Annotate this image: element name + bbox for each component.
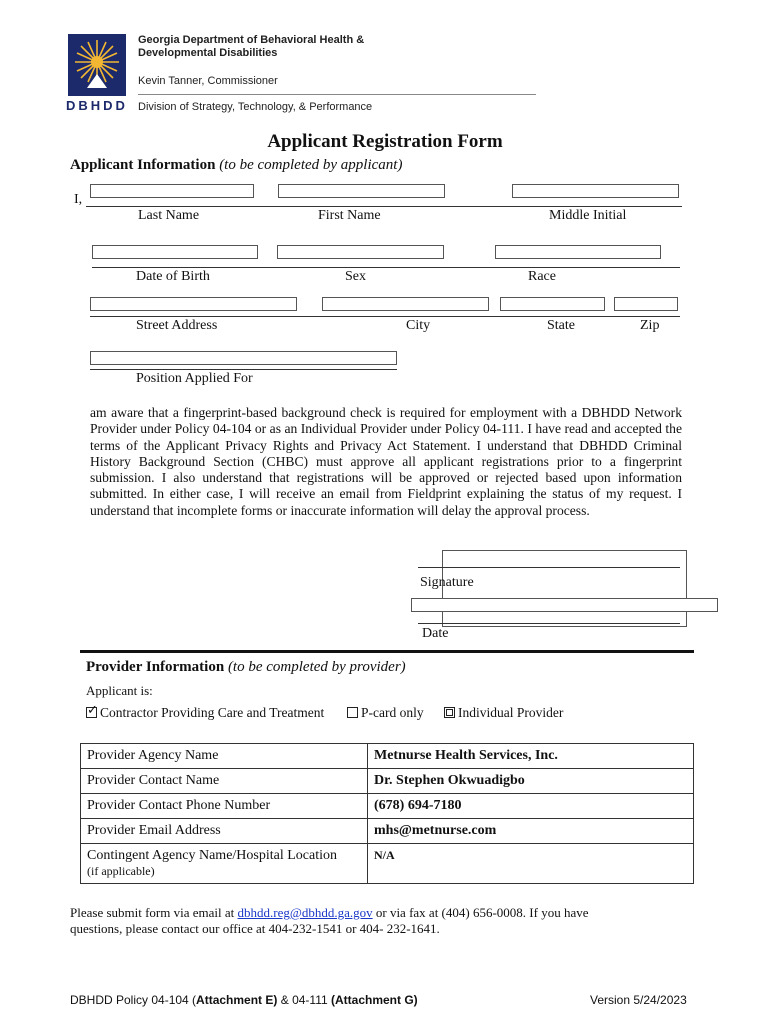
individual-checkbox-icon[interactable]: [444, 707, 455, 718]
applicant-heading-text: Applicant Information: [70, 157, 216, 173]
date-line: [418, 623, 680, 624]
applicant-is-label: Applicant is:: [86, 683, 153, 698]
name-underline: [86, 206, 682, 207]
submit-suffix: or via fax at (404) 656-0008. If you have questions, please contact our office at 404-232-1541 or 404- 232-1641.: [70, 905, 589, 936]
footer-policy-b: & 04-111: [277, 993, 331, 1007]
option-pcard[interactable]: [347, 705, 424, 721]
sex-label: Sex: [345, 269, 366, 284]
org-name-line1: Georgia Department of Behavioral Health &: [138, 34, 365, 46]
applicant-heading: [70, 157, 402, 174]
table-row: [81, 794, 694, 819]
option-individual[interactable]: [444, 705, 563, 721]
provider-agency-name-label: Provider Agency Name: [81, 744, 368, 769]
provider-email-value[interactable]: mhs@metnurse.com: [368, 819, 694, 844]
form-title: Applicant Registration Form: [267, 131, 503, 152]
contractor-checkbox-icon[interactable]: [86, 707, 97, 718]
dbhdd-logo: [68, 34, 126, 96]
provider-heading: [86, 659, 406, 676]
dob-input[interactable]: [92, 245, 258, 259]
dob-label: Date of Birth: [136, 269, 210, 284]
dob-underline: [92, 267, 680, 268]
provider-contact-name-label: Provider Contact Name: [81, 769, 368, 794]
acknowledgement-statement: am aware that a fingerprint-based background check is required for employment with a DBHDD Network Provider under Policy 04-104 or as an Individual Provider under Policy 04-111. I have read and accepted the terms of the Applicant Privacy Rights and Privacy Act Statement. I understand that DBHDD Criminal History Background Section (CHBC) must approve all applicant registrations prior to a fingerprint submission. I also understand that registrations will be approved or rejected based upon information submitted. In either case, I will receive an email from Fieldprint explaining the status of my request. I understand that incomplete forms or inaccurate information will delay the approval process.: [90, 405, 682, 518]
address-underline: [90, 316, 680, 317]
provider-heading-text: Provider Information: [86, 659, 225, 675]
city-label: City: [406, 318, 431, 333]
street-address-input[interactable]: [90, 297, 297, 311]
date-label: Date: [422, 626, 449, 641]
first-name-input[interactable]: [278, 184, 445, 198]
pcard-checkbox-icon[interactable]: [347, 707, 358, 718]
last-name-label: Last Name: [138, 208, 200, 223]
state-input[interactable]: [500, 297, 605, 311]
signature-box[interactable]: [442, 550, 687, 627]
state-label: State: [547, 318, 575, 333]
city-input[interactable]: [322, 297, 489, 311]
race-input[interactable]: [495, 245, 661, 259]
signature-line: [418, 567, 680, 568]
street-address-label: Street Address: [136, 318, 218, 333]
provider-phone-value[interactable]: (678) 694-7180: [368, 794, 694, 819]
commissioner-name: Kevin Tanner, Commissioner: [138, 75, 278, 87]
option-contractor[interactable]: [86, 705, 324, 721]
signature-label: Signature: [420, 575, 474, 590]
submit-instructions: [70, 905, 630, 937]
option-contractor-label: Contractor Providing Care and Treatment: [100, 705, 325, 720]
org-name-line2: Developmental Disabilities: [138, 47, 278, 59]
date-input[interactable]: [411, 598, 718, 612]
provider-agency-name-value[interactable]: Metnurse Health Services, Inc.: [368, 744, 694, 769]
sex-input[interactable]: [277, 245, 444, 259]
contingent-agency-label-cell: [81, 844, 368, 884]
table-row: [81, 844, 694, 884]
footer-version: Version 5/24/2023: [590, 993, 687, 1007]
provider-contact-name-value[interactable]: Dr. Stephen Okwuadigbo: [368, 769, 694, 794]
option-pcard-label: P-card only: [361, 705, 424, 720]
provider-email-label: Provider Email Address: [81, 819, 368, 844]
middle-initial-label: Middle Initial: [549, 208, 627, 223]
submit-prefix: Please submit form via email at: [70, 905, 238, 920]
star-emblem-icon: [68, 34, 126, 96]
option-individual-label: Individual Provider: [458, 705, 564, 720]
zip-label: Zip: [640, 318, 660, 333]
division-name: Division of Strategy, Technology, & Performance: [138, 101, 373, 113]
i-label: I,: [74, 192, 83, 207]
position-input[interactable]: [90, 351, 397, 365]
provider-divider: [80, 650, 694, 653]
zip-input[interactable]: [614, 297, 678, 311]
header-divider: [138, 94, 536, 95]
logo-text: DBHDD: [66, 98, 128, 113]
contingent-agency-note: (if applicable): [87, 864, 155, 878]
provider-table: [80, 743, 694, 884]
table-row: [81, 819, 694, 844]
applicant-heading-note: (to be completed by applicant): [219, 157, 403, 173]
footer-policy-a: DBHDD Policy 04-104 (: [70, 993, 197, 1007]
footer-policy: [70, 993, 418, 1007]
provider-heading-note: (to be completed by provider): [227, 659, 406, 675]
footer-attachment-e: Attachment E): [196, 993, 278, 1007]
submit-email-link[interactable]: dbhdd.reg@dbhdd.ga.gov: [237, 905, 373, 920]
table-row: [81, 769, 694, 794]
contingent-agency-value[interactable]: N/A: [368, 844, 694, 884]
race-label: Race: [528, 269, 556, 284]
contingent-agency-label: Contingent Agency Name/Hospital Location: [87, 848, 338, 863]
table-row: [81, 744, 694, 769]
position-label: Position Applied For: [136, 371, 253, 386]
middle-initial-input[interactable]: [512, 184, 679, 198]
first-name-label: First Name: [318, 208, 381, 223]
footer-attachment-g: (Attachment G): [330, 993, 418, 1007]
last-name-input[interactable]: [90, 184, 254, 198]
position-underline: [90, 369, 397, 370]
provider-phone-label: Provider Contact Phone Number: [81, 794, 368, 819]
